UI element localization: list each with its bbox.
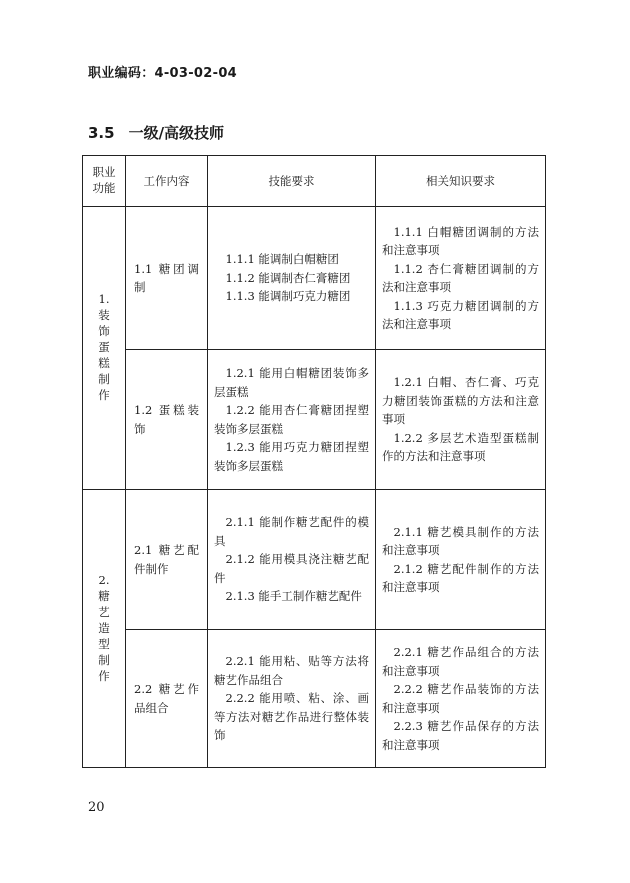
function-cell: 2. 糖艺造型制作 (83, 490, 126, 768)
page-number: 20 (88, 800, 105, 815)
header-knowledge-requirements: 相关知识要求 (376, 156, 546, 207)
table-row (83, 490, 546, 630)
section-title: 一级/高级技师 (128, 124, 225, 142)
header-function: 职业功能 (83, 156, 126, 207)
table-row (83, 207, 546, 350)
skill-requirements-table (82, 155, 546, 768)
section-number: 3.5 (88, 124, 115, 142)
skill-cell: 2.2.1 能用粘、贴等方法将糖艺作品组合 2.2.2 能用喷、粘、涂、画等方法对糖艺作品进行整体装饰 (208, 630, 376, 768)
occupation-code: 职业编码：4-03-02-04 (88, 66, 238, 81)
work-content-cell: 1.1 糖团调制 (126, 207, 208, 350)
skill-cell: 2.1.1 能制作糖艺配件的模具 2.1.2 能用模具浇注糖艺配件 2.1.3 能手工制作糖艺配件 (208, 490, 376, 630)
header-skill-requirements: 技能要求 (208, 156, 376, 207)
work-content-cell: 2.1 糖艺配件制作 (126, 490, 208, 630)
header-work-content: 工作内容 (126, 156, 208, 207)
section-heading (88, 122, 224, 143)
knowledge-cell: 2.1.1 糖艺模具制作的方法和注意事项 2.1.2 糖艺配件制作的方法和注意事项 (376, 490, 546, 630)
function-cell: 1. 装饰蛋糕制作 (83, 207, 126, 490)
knowledge-cell: 1.2.1 白帽、杏仁膏、巧克力糖团装饰蛋糕的方法和注意事项 1.2.2 多层艺术造型蛋糕制作的方法和注意事项 (376, 350, 546, 490)
table-header-row (83, 156, 546, 207)
knowledge-cell: 1.1.1 白帽糖团调制的方法和注意事项 1.1.2 杏仁膏糖团调制的方法和注意事项 1.1.3 巧克力糖团调制的方法和注意事项 (376, 207, 546, 350)
table-row (83, 630, 546, 768)
work-content-cell: 1.2 蛋糕装饰 (126, 350, 208, 490)
table-row (83, 350, 546, 490)
skill-cell: 1.2.1 能用白帽糖团装饰多层蛋糕 1.2.2 能用杏仁膏糖团捏塑装饰多层蛋糕 1.2.3 能用巧克力糖团捏塑装饰多层蛋糕 (208, 350, 376, 490)
skill-cell: 1.1.1 能调制白帽糖团 1.1.2 能调制杏仁膏糖团 1.1.3 能调制巧克力糖团 (208, 207, 376, 350)
work-content-cell: 2.2 糖艺作品组合 (126, 630, 208, 768)
knowledge-cell: 2.2.1 糖艺作品组合的方法和注意事项 2.2.2 糖艺作品装饰的方法和注意事项 2.2.3 糖艺作品保存的方法和注意事项 (376, 630, 546, 768)
